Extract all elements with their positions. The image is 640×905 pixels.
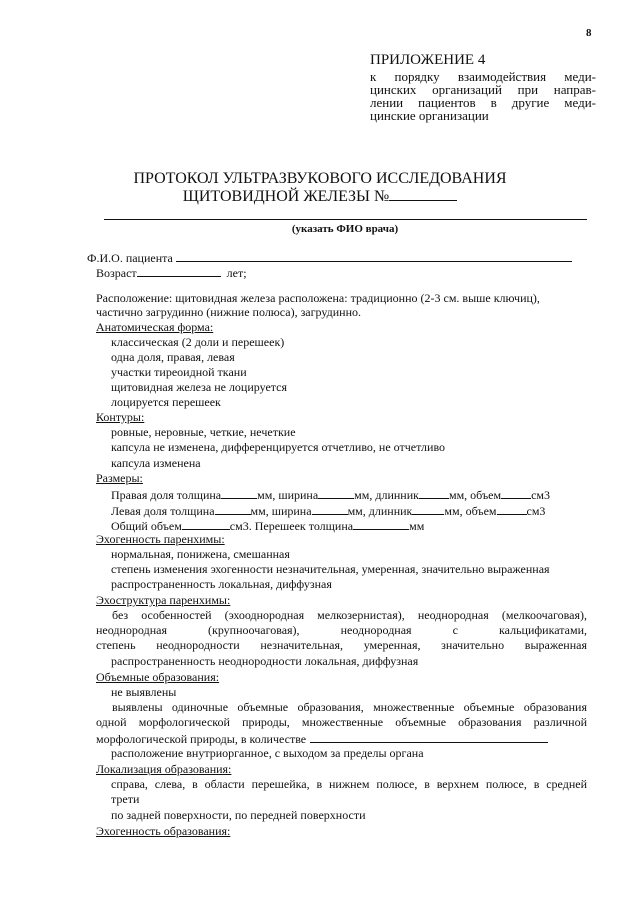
appendix-line: цинских организаций при направ- (370, 82, 596, 97)
anatomic-form-item: лоцируется перешеек (111, 395, 221, 409)
right-lobe-thickness-field[interactable] (221, 486, 257, 499)
location-line: частично загрудинно (нижние полюса), загрудинно. (96, 305, 362, 319)
patient-age-row (96, 264, 247, 281)
isthmus-thickness-field[interactable] (353, 517, 409, 530)
localization-paragraph (111, 777, 587, 807)
isthmus-label: см3. Перешеек толщина (229, 519, 354, 533)
contours-heading: Контуры: (96, 410, 145, 424)
doctor-name-line[interactable] (104, 219, 587, 220)
echostructure-line: без особенностей (эхооднородная мелкозернистая), неоднородная (мелкоочаговая), (112, 608, 587, 622)
right-lobe-volume-field[interactable] (501, 486, 531, 499)
volumetric-line: выявлены одиночные объемные образования, множественные объемные образования (112, 700, 587, 714)
total-volume-field[interactable] (182, 517, 230, 530)
patient-age-field[interactable] (137, 264, 221, 277)
doctor-hint: (указать ФИО врача) (291, 223, 399, 235)
appendix-subtitle (370, 70, 596, 122)
total-volume-label: Общий объем (111, 519, 182, 533)
volumetric-count-row (96, 730, 587, 747)
localization-line: трети (111, 792, 140, 806)
location-line: Расположение: щитовидная железа расположена: традиционно (2-3 см. выше ключиц), (96, 291, 540, 305)
volumetric-line: морфологической природы, в количестве (96, 732, 307, 746)
volume-label: мм, объем (448, 488, 502, 502)
volumetric-paragraph (96, 700, 587, 747)
cm3-label: см3 (526, 504, 546, 518)
anatomic-form-item: участки тиреоидной ткани (111, 365, 247, 379)
cm3-label: см3 (531, 488, 551, 502)
volumetric-heading: Объемные образования: (96, 670, 220, 684)
anatomic-form-heading: Анатомическая форма: (96, 320, 214, 334)
contours-item: капсула изменена (111, 456, 201, 470)
contours-item: ровные, неровные, четкие, нечеткие (111, 425, 296, 439)
protocol-number-blank[interactable] (389, 188, 457, 201)
page-number: 8 (586, 27, 592, 39)
contours-item: капсула не изменена, дифференцируется отчетливо, не отчетливо (111, 440, 446, 454)
localization-heading: Локализация образования: (96, 762, 232, 776)
anatomic-form-item: одна доля, правая, левая (111, 350, 235, 364)
volumetric-location-item: расположение внутриорганное, с выходом за пределы органа (111, 746, 424, 760)
patient-name-label: Ф.И.О. пациента (87, 251, 173, 265)
patient-name-field[interactable] (176, 249, 572, 262)
echostructure-item: распространенность неоднородности локальная, диффузная (111, 654, 419, 668)
left-lobe-length-field[interactable] (412, 502, 444, 515)
echostructure-line: степень неоднородности незначительная, умеренная, значительно выраженная (96, 638, 587, 652)
localization-line: справа, слева, в области перешейка, в нижнем полюсе, в верхнем полюсе, в средней (111, 777, 587, 791)
echostructure-line: неоднородная (крупноочаговая), неоднородная с кальцификатами, (96, 623, 587, 637)
width-label: мм, ширина (257, 488, 319, 502)
left-lobe-width-field[interactable] (312, 502, 348, 515)
echogenicity-heading: Эхогенность паренхимы: (96, 532, 225, 546)
width-label: мм, ширина (250, 504, 312, 518)
protocol-title-line2: ЩИТОВИДНОЙ ЖЕЛЕЗЫ № (0, 188, 640, 206)
echogenicity-item: распространенность локальная, диффузная (111, 577, 332, 591)
echostructure-paragraph (96, 608, 587, 653)
right-lobe-length-field[interactable] (419, 486, 449, 499)
volumetric-none: не выявлены (111, 685, 177, 699)
right-lobe-row (111, 486, 550, 503)
anatomic-form-item: классическая (2 доли и перешеек) (111, 335, 285, 349)
left-lobe-label: Левая доля толщина (111, 504, 215, 518)
volumetric-line: одной морфологической природы, множественные объемные образования различной (96, 715, 587, 729)
appendix-line: цинские организации (370, 108, 489, 123)
appendix-title: ПРИЛОЖЕНИЕ 4 (370, 52, 486, 68)
mm-label: мм (409, 519, 425, 533)
sizes-heading: Размеры: (96, 471, 143, 485)
patient-age-label: Возраст (96, 266, 137, 280)
echogenicity-item: степень изменения эхогенности незначительная, умеренная, значительно выраженная (111, 562, 550, 576)
anatomic-form-item: щитовидная железа не лоцируется (111, 380, 288, 394)
volumetric-count-field[interactable] (310, 730, 548, 743)
left-lobe-volume-field[interactable] (497, 502, 527, 515)
right-lobe-label: Правая доля толщина (111, 488, 222, 502)
right-lobe-width-field[interactable] (318, 486, 354, 499)
patient-age-suffix: лет; (226, 266, 247, 280)
length-label: мм, длинник (347, 504, 413, 518)
echogenicity-item: нормальная, понижена, смешанная (111, 547, 290, 561)
protocol-title-line1: ПРОТОКОЛ УЛЬТРАЗВУКОВОГО ИССЛЕДОВАНИЯ (133, 170, 507, 187)
localization-item: по задней поверхности, по передней поверхности (111, 808, 366, 822)
appendix-line: лении пациентов в другие меди- (370, 95, 596, 110)
length-label: мм, длинник (354, 488, 419, 502)
volume-label: мм, объем (444, 504, 497, 518)
left-lobe-thickness-field[interactable] (215, 502, 251, 515)
echostructure-heading: Эхоструктура паренхимы: (96, 593, 231, 607)
appendix-line: к порядку взаимодействия меди- (370, 69, 596, 84)
formation-echogenicity-heading: Эхогенность образования: (96, 824, 231, 838)
